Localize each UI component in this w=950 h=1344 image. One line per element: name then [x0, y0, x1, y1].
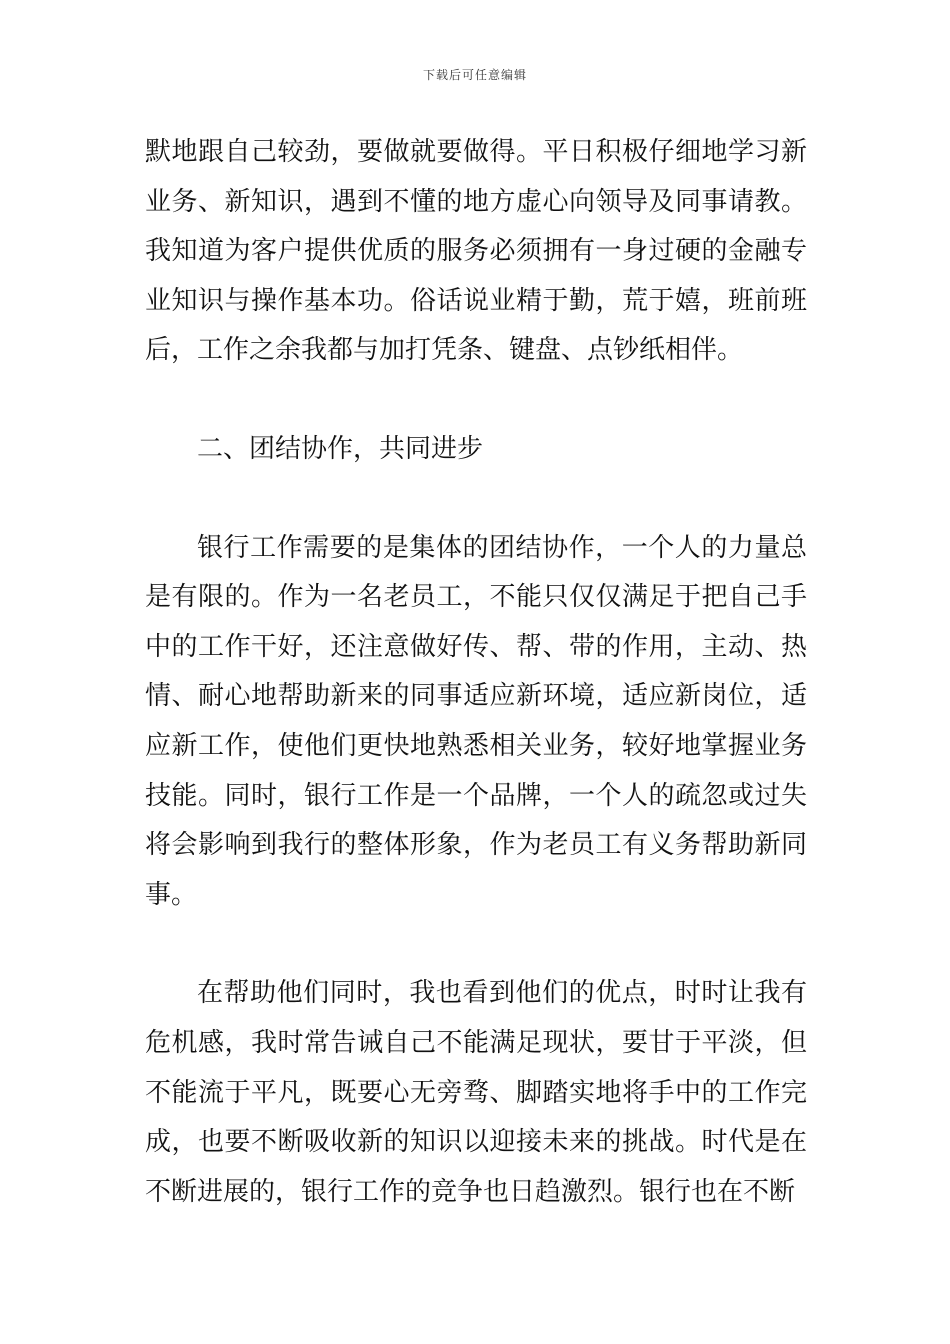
- section-heading: 二、团结协作，共同进步: [197, 433, 484, 464]
- paragraph-helping: 在帮助他们同时，我也看到他们的优点，时时让我有危机感，我时常告诫自己不能满足现状，要甘于平淡，但不能流于平凡，既要心无旁骛、脚踏实地将手中的工作完成，也要不断吸收新的知识以迎接未来的挑战。时代是在不断进展的，银行工作的竞争也日趋激烈。银行也在不断: [145, 978, 807, 1207]
- body-text: [145, 128, 807, 1217]
- header-note: 下载后可任意编辑: [422, 68, 527, 82]
- paragraph-continuation: 默地跟自己较劲，要做就要做得。平日积极仔细地学习新业务、新知识，遇到不懂的地方虚心向领导及同事请教。我知道为客户提供优质的服务必须拥有一身过硬的金融专业知识与操作基本功。俗话说业精于勤，荒于嬉，班前班后，工作之余我都与加打凭条、键盘、点钞纸相伴。: [145, 137, 807, 366]
- paragraph-teamwork: 银行工作需要的是集体的团结协作，一个人的力量总是有限的。作为一名老员工，不能只仅仅满足于把自己手中的工作干好，还注意做好传、帮、带的作用，主动、热情、耐心地帮助新来的同事适应新环境，适应新岗位，适应新工作，使他们更快地熟悉相关业务，较好地掌握业务技能。同时，银行工作是一个品牌，一个人的疏忽或过失将会影响到我行的整体形象，作为老员工有义务帮助新同事。: [145, 532, 807, 910]
